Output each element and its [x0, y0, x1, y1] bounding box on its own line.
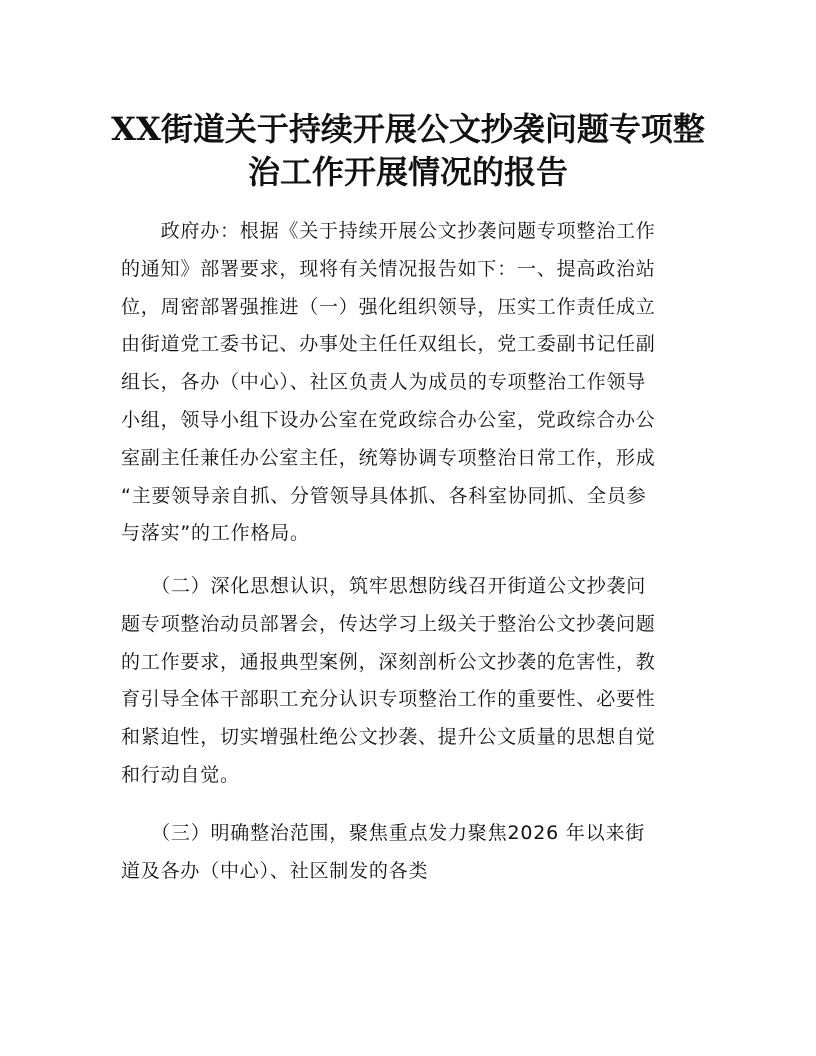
text-line: 和紧迫性，切实增强杜绝公文抄袭、提升公文质量的思想自觉 [121, 726, 656, 749]
text-line: “主要领导亲自抓、分管领导具体抓、各科室协同抓、全员参 [121, 484, 647, 507]
text-line: 位，周密部署强推进（一）强化组织领导，压实工作责任成立 [121, 295, 656, 318]
text-line: 的通知》部署要求，现将有关情况报告如下：一、提高政治站 [121, 257, 656, 280]
text-line: 育引导全体干部职工充分认识专项整治工作的重要性、必要性 [121, 688, 656, 711]
text-line: 与落实”的工作格局。 [121, 522, 310, 545]
title-line-2: 治工作开展情况的报告 [247, 153, 568, 191]
text-line: 由街道党工委书记、办事处主任任双组长，党工委副书记任副 [121, 333, 656, 356]
document-title [96, 108, 720, 194]
text-line: 政府办：根据《关于持续开展公文抄袭问题专项整治工作 [121, 220, 656, 242]
text-line: 小组，领导小组下设办公室在党政综合办公室，党政综合办公 [121, 408, 656, 431]
text-line: 的工作要求，通报典型案例，深刻剖析公文抄袭的危害性，教 [121, 650, 656, 673]
text-line: 题专项整治动员部署会，传达学习上级关于整治公文抄袭问题 [121, 612, 656, 635]
title-line-1: XX街道关于持续开展公文抄袭问题专项整 [111, 110, 705, 148]
paragraph-1 [121, 213, 697, 553]
text-line: 和行动自觉。 [121, 763, 240, 786]
text-line: 道及各办（中心）、社区制发的各类 [121, 859, 429, 882]
text-line: 组长，各办（中心）、社区负责人为成员的专项整治工作领导 [121, 371, 647, 394]
text-line: 室副主任兼任办公室主任，统筹协调专项整治日常工作，形成 [121, 446, 656, 469]
paragraph-2 [121, 568, 697, 795]
paragraph-3 [121, 815, 697, 891]
text-line: （二）深化思想认识，筑牢思想防线召开街道公文抄袭问 [121, 575, 647, 597]
text-line: （三）明确整治范围，聚焦重点发力聚焦2026 年以来街 [121, 822, 646, 844]
